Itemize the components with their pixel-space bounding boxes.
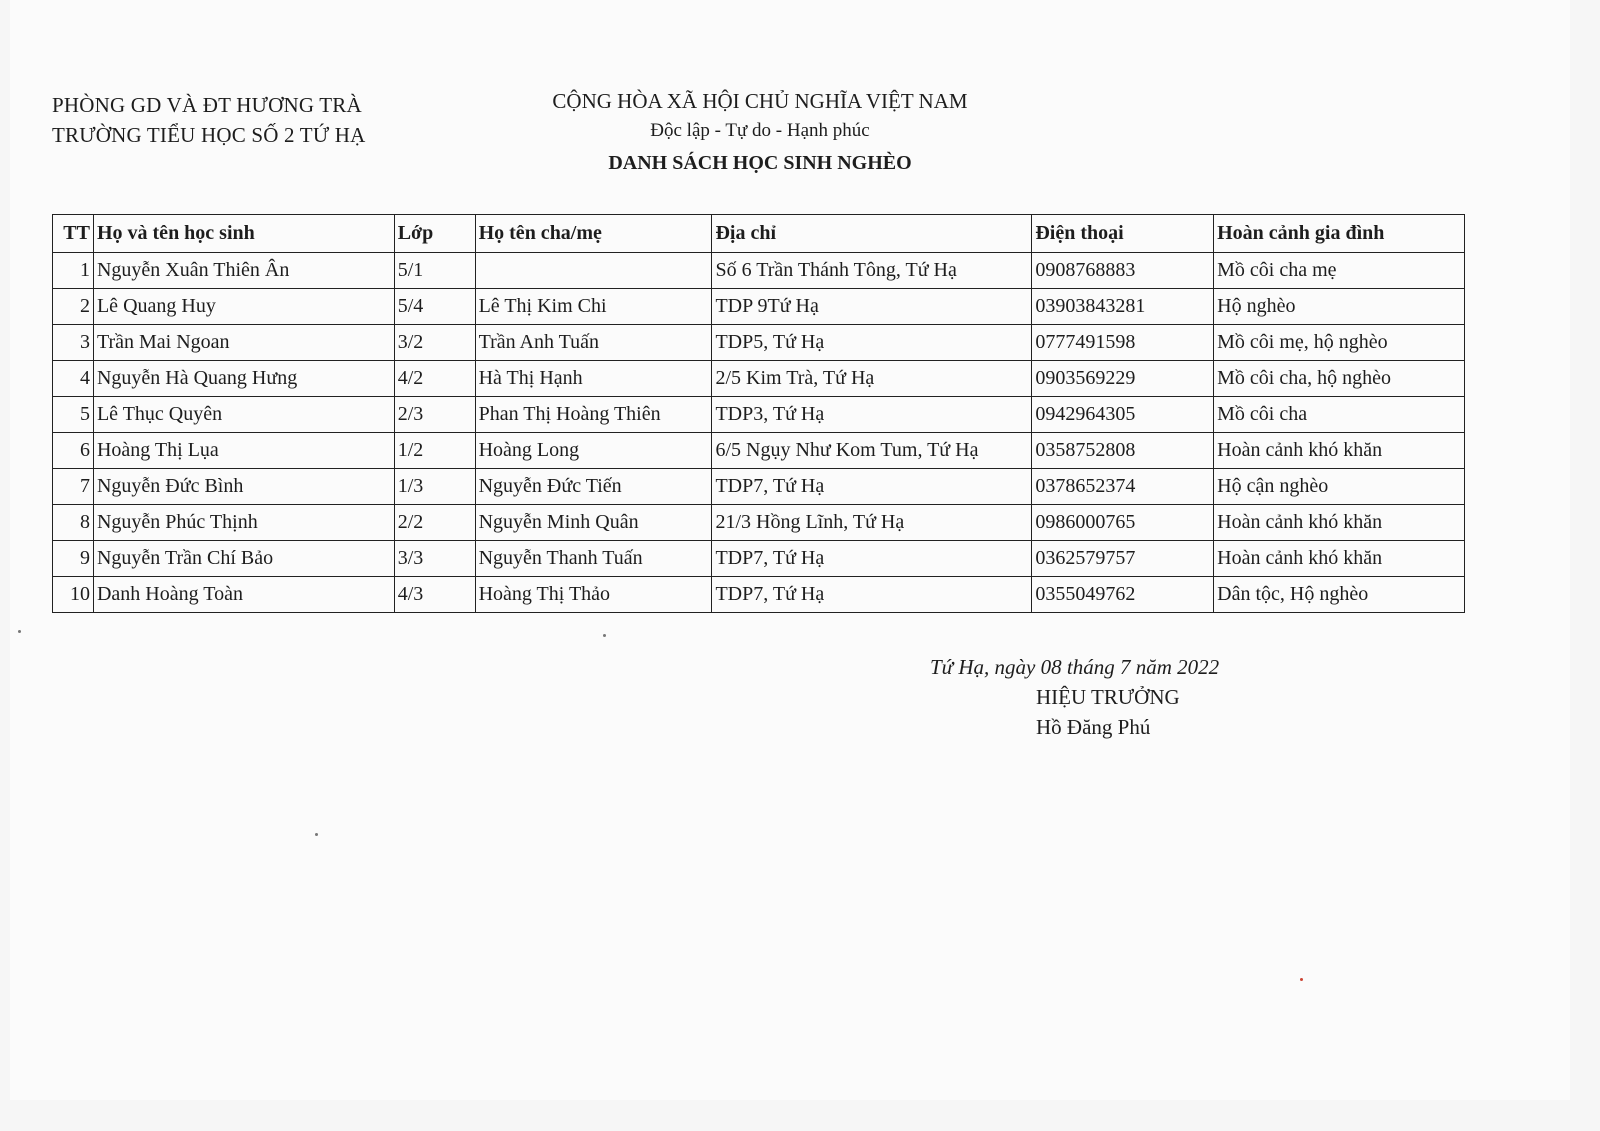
cell-phone: 0777491598	[1032, 325, 1214, 361]
cell-phone: 0378652374	[1032, 469, 1214, 505]
cell-address: 6/5 Ngụy Như Kom Tum, Tứ Hạ	[712, 433, 1032, 469]
cell-class: 3/3	[394, 541, 475, 577]
col-header-parent-name: Họ tên cha/mẹ	[475, 215, 712, 253]
country-name: CỘNG HÒA XÃ HỘI CHỦ NGHĨA VIỆT NAM	[552, 89, 968, 113]
cell-student-name: Lê Quang Huy	[93, 289, 394, 325]
cell-parent-name: Hà Thị Hạnh	[475, 361, 712, 397]
cell-family-situation: Mồ côi cha, hộ nghèo	[1214, 361, 1465, 397]
cell-student-name: Nguyễn Phúc Thịnh	[93, 505, 394, 541]
cell-tt: 3	[53, 325, 94, 361]
cell-address: TDP7, Tứ Hạ	[712, 541, 1032, 577]
cell-address: TDP7, Tứ Hạ	[712, 577, 1032, 613]
cell-student-name: Hoàng Thị Lụa	[93, 433, 394, 469]
national-heading	[530, 86, 990, 146]
cell-tt: 6	[53, 433, 94, 469]
cell-class: 1/2	[394, 433, 475, 469]
table-row	[53, 577, 1465, 613]
table-header-row	[53, 215, 1465, 253]
national-motto: Độc lập - Tự do - Hạnh phúc	[650, 120, 870, 141]
col-header-address: Địa chỉ	[712, 215, 1032, 253]
cell-phone: 0358752808	[1032, 433, 1214, 469]
signature-block	[930, 652, 1250, 742]
cell-tt: 7	[53, 469, 94, 505]
cell-parent-name: Trần Anh Tuấn	[475, 325, 712, 361]
cell-phone: 0908768883	[1032, 253, 1214, 289]
cell-parent-name: Lê Thị Kim Chi	[475, 289, 712, 325]
cell-tt: 4	[53, 361, 94, 397]
cell-phone: 0986000765	[1032, 505, 1214, 541]
document-title: DANH SÁCH HỌC SINH NGHÈO	[608, 152, 912, 174]
col-header-tt: TT	[53, 215, 94, 253]
cell-parent-name: Phan Thị Hoàng Thiên	[475, 397, 712, 433]
cell-tt: 10	[53, 577, 94, 613]
cell-parent-name: Nguyễn Minh Quân	[475, 505, 712, 541]
scan-speck	[315, 833, 318, 836]
table-row	[53, 325, 1465, 361]
cell-family-situation: Hoàn cảnh khó khăn	[1214, 541, 1465, 577]
school-name: TRƯỜNG TIỂU HỌC SỐ 2 TỨ HẠ	[52, 123, 366, 147]
cell-class: 2/3	[394, 397, 475, 433]
signing-date: Tứ Hạ, ngày 08 tháng 7 năm 2022	[930, 655, 1220, 679]
cell-phone: 03903843281	[1032, 289, 1214, 325]
table-row	[53, 397, 1465, 433]
cell-student-name: Danh Hoàng Toàn	[93, 577, 394, 613]
cell-tt: 5	[53, 397, 94, 433]
cell-phone: 0355049762	[1032, 577, 1214, 613]
cell-class: 5/1	[394, 253, 475, 289]
cell-student-name: Nguyễn Trần Chí Bảo	[93, 541, 394, 577]
scan-speck	[603, 634, 606, 637]
cell-tt: 1	[53, 253, 94, 289]
cell-class: 1/3	[394, 469, 475, 505]
table-row	[53, 361, 1465, 397]
cell-parent-name: Nguyễn Đức Tiến	[475, 469, 712, 505]
col-header-student-name: Họ và tên học sinh	[93, 215, 394, 253]
cell-address: TDP7, Tứ Hạ	[712, 469, 1032, 505]
table-row	[53, 289, 1465, 325]
cell-student-name: Nguyễn Hà Quang Hưng	[93, 361, 394, 397]
issuing-agency	[52, 90, 366, 150]
cell-address: TDP3, Tứ Hạ	[712, 397, 1032, 433]
table-row	[53, 505, 1465, 541]
cell-address: TDP5, Tứ Hạ	[712, 325, 1032, 361]
col-header-family-situation: Hoàn cảnh gia đình	[1214, 215, 1465, 253]
cell-class: 4/3	[394, 577, 475, 613]
scan-speck	[18, 630, 21, 633]
cell-family-situation: Hộ cận nghèo	[1214, 469, 1465, 505]
col-header-phone: Điện thoại	[1032, 215, 1214, 253]
cell-student-name: Trần Mai Ngoan	[93, 325, 394, 361]
cell-student-name: Nguyễn Đức Bình	[93, 469, 394, 505]
cell-parent-name	[475, 253, 712, 289]
cell-tt: 9	[53, 541, 94, 577]
cell-family-situation: Hoàn cảnh khó khăn	[1214, 505, 1465, 541]
cell-address: Số 6 Trần Thánh Tông, Tứ Hạ	[712, 253, 1032, 289]
department-name: PHÒNG GD VÀ ĐT HƯƠNG TRÀ	[52, 93, 362, 117]
cell-phone: 0903569229	[1032, 361, 1214, 397]
cell-phone: 0942964305	[1032, 397, 1214, 433]
cell-address: 2/5 Kim Trà, Tứ Hạ	[712, 361, 1032, 397]
table-row	[53, 541, 1465, 577]
cell-student-name: Nguyễn Xuân Thiên Ân	[93, 253, 394, 289]
cell-family-situation: Mồ côi cha	[1214, 397, 1465, 433]
cell-class: 5/4	[394, 289, 475, 325]
cell-parent-name: Hoàng Thị Thảo	[475, 577, 712, 613]
cell-student-name: Lê Thục Quyên	[93, 397, 394, 433]
cell-tt: 2	[53, 289, 94, 325]
cell-family-situation: Mồ côi mẹ, hộ nghèo	[1214, 325, 1465, 361]
cell-class: 3/2	[394, 325, 475, 361]
cell-class: 2/2	[394, 505, 475, 541]
student-table	[52, 214, 1465, 613]
col-header-class: Lớp	[394, 215, 475, 253]
cell-tt: 8	[53, 505, 94, 541]
signer-title: HIỆU TRƯỞNG	[1036, 685, 1180, 709]
cell-phone: 0362579757	[1032, 541, 1214, 577]
cell-family-situation: Mồ côi cha mẹ	[1214, 253, 1465, 289]
cell-family-situation: Hộ nghèo	[1214, 289, 1465, 325]
cell-class: 4/2	[394, 361, 475, 397]
table-row	[53, 469, 1465, 505]
table-row	[53, 433, 1465, 469]
cell-family-situation: Dân tộc, Hộ nghèo	[1214, 577, 1465, 613]
cell-family-situation: Hoàn cảnh khó khăn	[1214, 433, 1465, 469]
scan-speck	[1300, 978, 1303, 981]
cell-parent-name: Nguyễn Thanh Tuấn	[475, 541, 712, 577]
cell-address: TDP 9Tứ Hạ	[712, 289, 1032, 325]
cell-parent-name: Hoàng Long	[475, 433, 712, 469]
cell-address: 21/3 Hồng Lĩnh, Tứ Hạ	[712, 505, 1032, 541]
table-row	[53, 253, 1465, 289]
signer-name: Hồ Đăng Phú	[1036, 715, 1151, 739]
